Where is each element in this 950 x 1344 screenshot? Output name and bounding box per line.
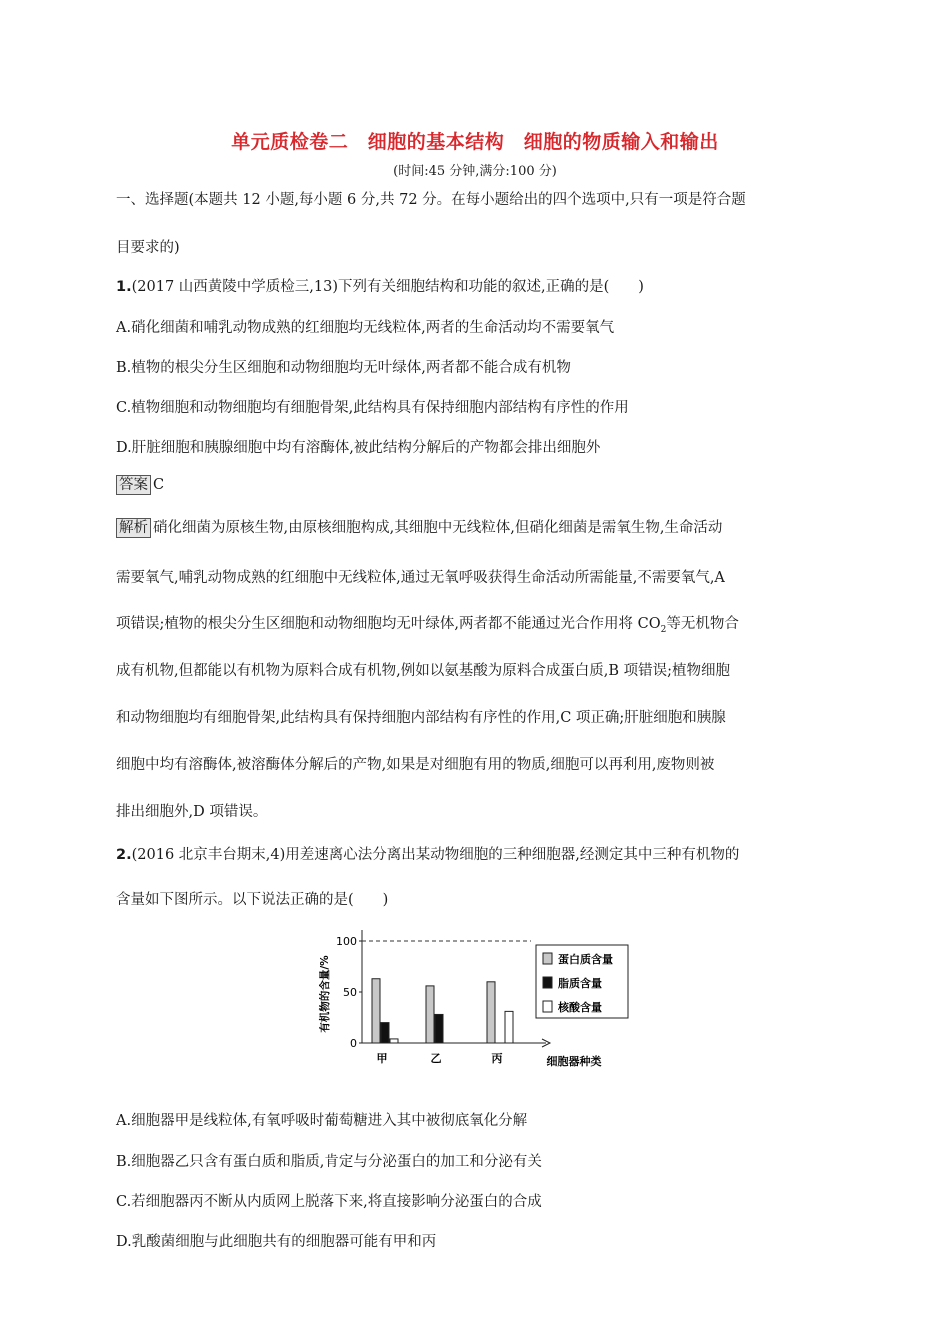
question-1-option-d: D.肝脏细胞和胰腺细胞中均有溶酶体,被此结构分解后的产物都会排出细胞外	[116, 440, 601, 456]
question-1-analysis-line5: 和动物细胞均有细胞骨架,此结构具有保持细胞内部结构有序性的作用,C 项正确;肝脏细胞和胰腺	[116, 710, 726, 726]
legend-label: 核酸含量	[558, 1001, 602, 1014]
question-1-analysis-line2: 需要氧气,哺乳动物成熟的红细胞中无线粒体,通过无氧呼吸获得生命活动所需能量,不需要氧气,A	[116, 570, 725, 586]
bar-丙-核酸含量	[505, 1011, 513, 1043]
question-1-answer	[116, 475, 836, 495]
subscript: 2	[660, 624, 667, 635]
legend-swatch	[543, 977, 552, 988]
analysis-text: 项错误;植物的根尖分生区细胞和动物细胞均无叶绿体,两者都不能通过光合作用将 CO	[116, 616, 661, 632]
legend-swatch	[543, 1001, 552, 1012]
bar-乙-蛋白质含量	[426, 986, 434, 1043]
question-2-option-d: D.乳酸菌细胞与此细胞共有的细胞器可能有甲和丙	[116, 1234, 437, 1250]
bar-甲-蛋白质含量	[372, 979, 380, 1043]
question-number: 2.	[116, 847, 132, 863]
question-1-stem	[116, 275, 836, 296]
y-tick-label: 100	[336, 935, 357, 948]
answer-value: C	[153, 477, 165, 493]
question-1-analysis-line6: 细胞中均有溶酶体,被溶酶体分解后的产物,如果是对细胞有用的物质,细胞可以再利用,废物则被	[116, 757, 715, 773]
question-2-option-a: A.细胞器甲是线粒体,有氧呼吸时葡萄糖进入其中被彻底氧化分解	[116, 1113, 528, 1129]
x-tick-label: 乙	[430, 1052, 442, 1065]
page-title: 单元质检卷二 细胞的基本结构 细胞的物质输入和输出	[231, 131, 719, 153]
page-subtitle: (时间:45 分钟,满分:100 分)	[393, 164, 557, 179]
question-2-option-c: C.若细胞器丙不断从内质网上脱落下来,将直接影响分泌蛋白的合成	[116, 1194, 542, 1210]
question-1-analysis-line3	[116, 612, 836, 635]
legend-swatch	[543, 953, 552, 964]
bar-丙-蛋白质含量	[487, 982, 495, 1043]
x-tick-label: 丙	[491, 1052, 503, 1065]
question-1-analysis-line1	[116, 516, 836, 538]
bar-甲-脂质含量	[381, 1023, 389, 1043]
bar-甲-核酸含量	[390, 1039, 398, 1043]
x-axis-label: 细胞器种类	[546, 1055, 602, 1068]
analysis-tag: 解析	[116, 518, 151, 538]
legend-label: 蛋白质含量	[558, 953, 613, 966]
question-1-analysis-line7: 排出细胞外,D 项错误。	[116, 804, 268, 820]
question-2-stem-line1	[116, 843, 836, 864]
y-tick-label: 0	[350, 1037, 357, 1050]
question-1-analysis-line4: 成有机物,但都能以有机物为原料合成有机物,例如以氨基酸为原料合成蛋白质,B 项错误;植物细胞	[116, 663, 730, 679]
chart-legend	[536, 945, 628, 1018]
answer-tag: 答案	[116, 475, 151, 495]
section-instructions-line1: 一、选择题(本题共 12 小题,每小题 6 分,共 72 分。在每小题给出的四个选项中,只有一项是符合题	[116, 192, 746, 208]
question-1-option-c: C.植物细胞和动物细胞均有细胞骨架,此结构具有保持细胞内部结构有序性的作用	[116, 400, 629, 416]
bar-乙-脂质含量	[435, 1014, 443, 1043]
y-axis-label: 有机物的含量/%	[319, 955, 331, 1033]
organelle-composition-chart	[316, 922, 636, 1092]
legend-label: 脂质含量	[558, 977, 602, 990]
y-tick-label: 50	[343, 986, 357, 999]
section-instructions-line2: 目要求的)	[116, 240, 180, 256]
question-2-option-b: B.细胞器乙只含有蛋白质和脂质,肯定与分泌蛋白的加工和分泌有关	[116, 1154, 542, 1170]
question-1-text: (2017 山西黄陵中学质检三,13)下列有关细胞结构和功能的叙述,正确的是( )	[131, 279, 644, 295]
question-1-option-a: A.硝化细菌和哺乳动物成熟的红细胞均无线粒体,两者的生命活动均不需要氧气	[116, 320, 615, 336]
question-2-text: (2016 北京丰台期末,4)用差速离心法分离出某动物细胞的三种细胞器,经测定其中三种有机物的	[131, 847, 740, 863]
x-tick-label: 甲	[376, 1052, 388, 1065]
analysis-text: 硝化细菌为原核生物,由原核细胞构成,其细胞中无线粒体,但硝化细菌是需氧生物,生命活动	[153, 520, 723, 536]
question-2-stem-line2: 含量如下图所示。以下说法正确的是( )	[116, 892, 389, 908]
question-1-option-b: B.植物的根尖分生区细胞和动物细胞均无叶绿体,两者都不能合成有机物	[116, 360, 571, 376]
question-number: 1.	[116, 279, 132, 295]
analysis-text: 等无机物合	[666, 616, 739, 632]
